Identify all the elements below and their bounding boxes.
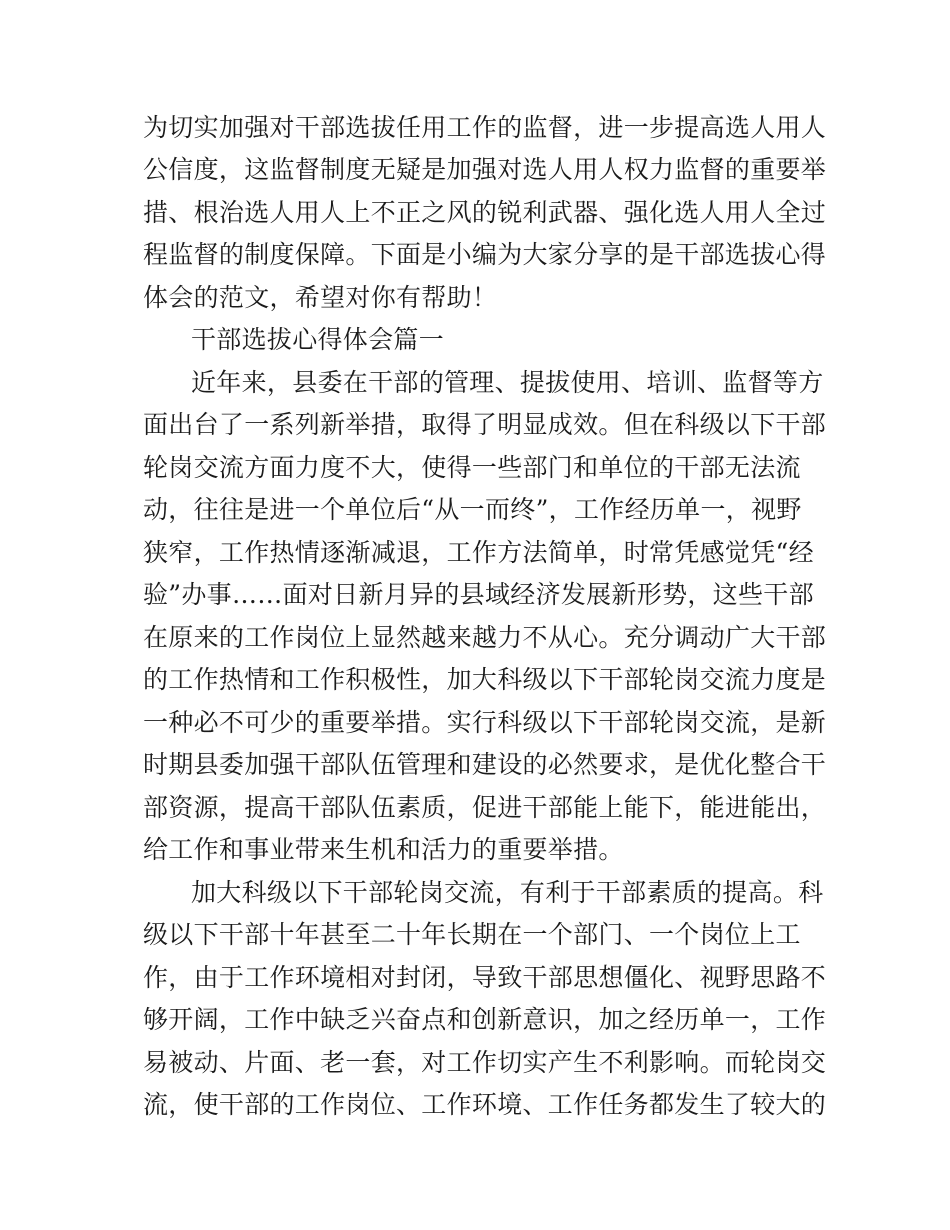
paragraph-line: 在原来的工作岗位上显然越来越力不从心。充分调动广大干部 bbox=[143, 623, 827, 652]
paragraph-line: 近年来，县委在干部的管理、提拔使用、培训、监督等方 bbox=[191, 368, 824, 397]
paragraph-line: 体会的范文，希望对你有帮助！ bbox=[143, 283, 498, 312]
paragraph-line: 轮岗交流方面力度不大，使得一些部门和单位的干部无法流 bbox=[143, 453, 801, 482]
paragraph-line: 部资源，提高干部队伍素质，促进干部能上能下，能进能出， bbox=[143, 793, 827, 822]
paragraph-line: 程监督的制度保障。下面是小编为大家分享的是干部选拔心得 bbox=[143, 240, 827, 269]
paragraph-line: 时期县委加强干部队伍管理和建设的必然要求，是优化整合干 bbox=[143, 750, 827, 779]
section-heading: 干部选拔心得体会篇一 bbox=[191, 325, 445, 354]
paragraph-line: 加大科级以下干部轮岗交流，有利于干部素质的提高。科 bbox=[191, 878, 824, 907]
paragraph-line: 验”办事……面对日新月异的县域经济发展新形势，这些干部 bbox=[143, 580, 814, 609]
paragraph-line: 够开阔，工作中缺乏兴奋点和创新意识，加之经历单一，工作 bbox=[143, 1005, 827, 1034]
paragraph-line: 动，往往是进一个单位后“从一而终”，工作经历单一，视野 bbox=[143, 495, 802, 524]
paragraph-line: 面出台了一系列新举措，取得了明显成效。但在科级以下干部 bbox=[143, 410, 827, 439]
paragraph-line: 为切实加强对干部选拔任用工作的监督，进一步提高选人用人 bbox=[143, 113, 827, 142]
paragraph-line: 作，由于工作环境相对封闭，导致干部思想僵化、视野思路不 bbox=[143, 963, 827, 992]
paragraph-line: 的工作热情和工作积极性，加大科级以下干部轮岗交流力度是 bbox=[143, 665, 827, 694]
paragraph-line: 一种必不可少的重要举措。实行科级以下干部轮岗交流，是新 bbox=[143, 708, 827, 737]
paragraph-line: 级以下干部十年甚至二十年长期在一个部门、一个岗位上工 bbox=[143, 920, 801, 949]
paragraph-line: 狭窄，工作热情逐渐减退，工作方法简单，时常凭感觉凭“经 bbox=[143, 538, 814, 567]
paragraph-line: 给工作和事业带来生机和活力的重要举措。 bbox=[143, 835, 624, 864]
paragraph-line: 公信度，这监督制度无疑是加强对选人用人权力监督的重要举 bbox=[143, 155, 827, 184]
paragraph-line: 易被动、片面、老一套，对工作切实产生不利影响。而轮岗交 bbox=[143, 1048, 827, 1077]
paragraph-line: 措、根治选人用人上不正之风的锐利武器、强化选人用人全过 bbox=[143, 198, 827, 227]
paragraph-line: 流，使干部的工作岗位、工作环境、工作任务都发生了较大的 bbox=[143, 1090, 827, 1119]
